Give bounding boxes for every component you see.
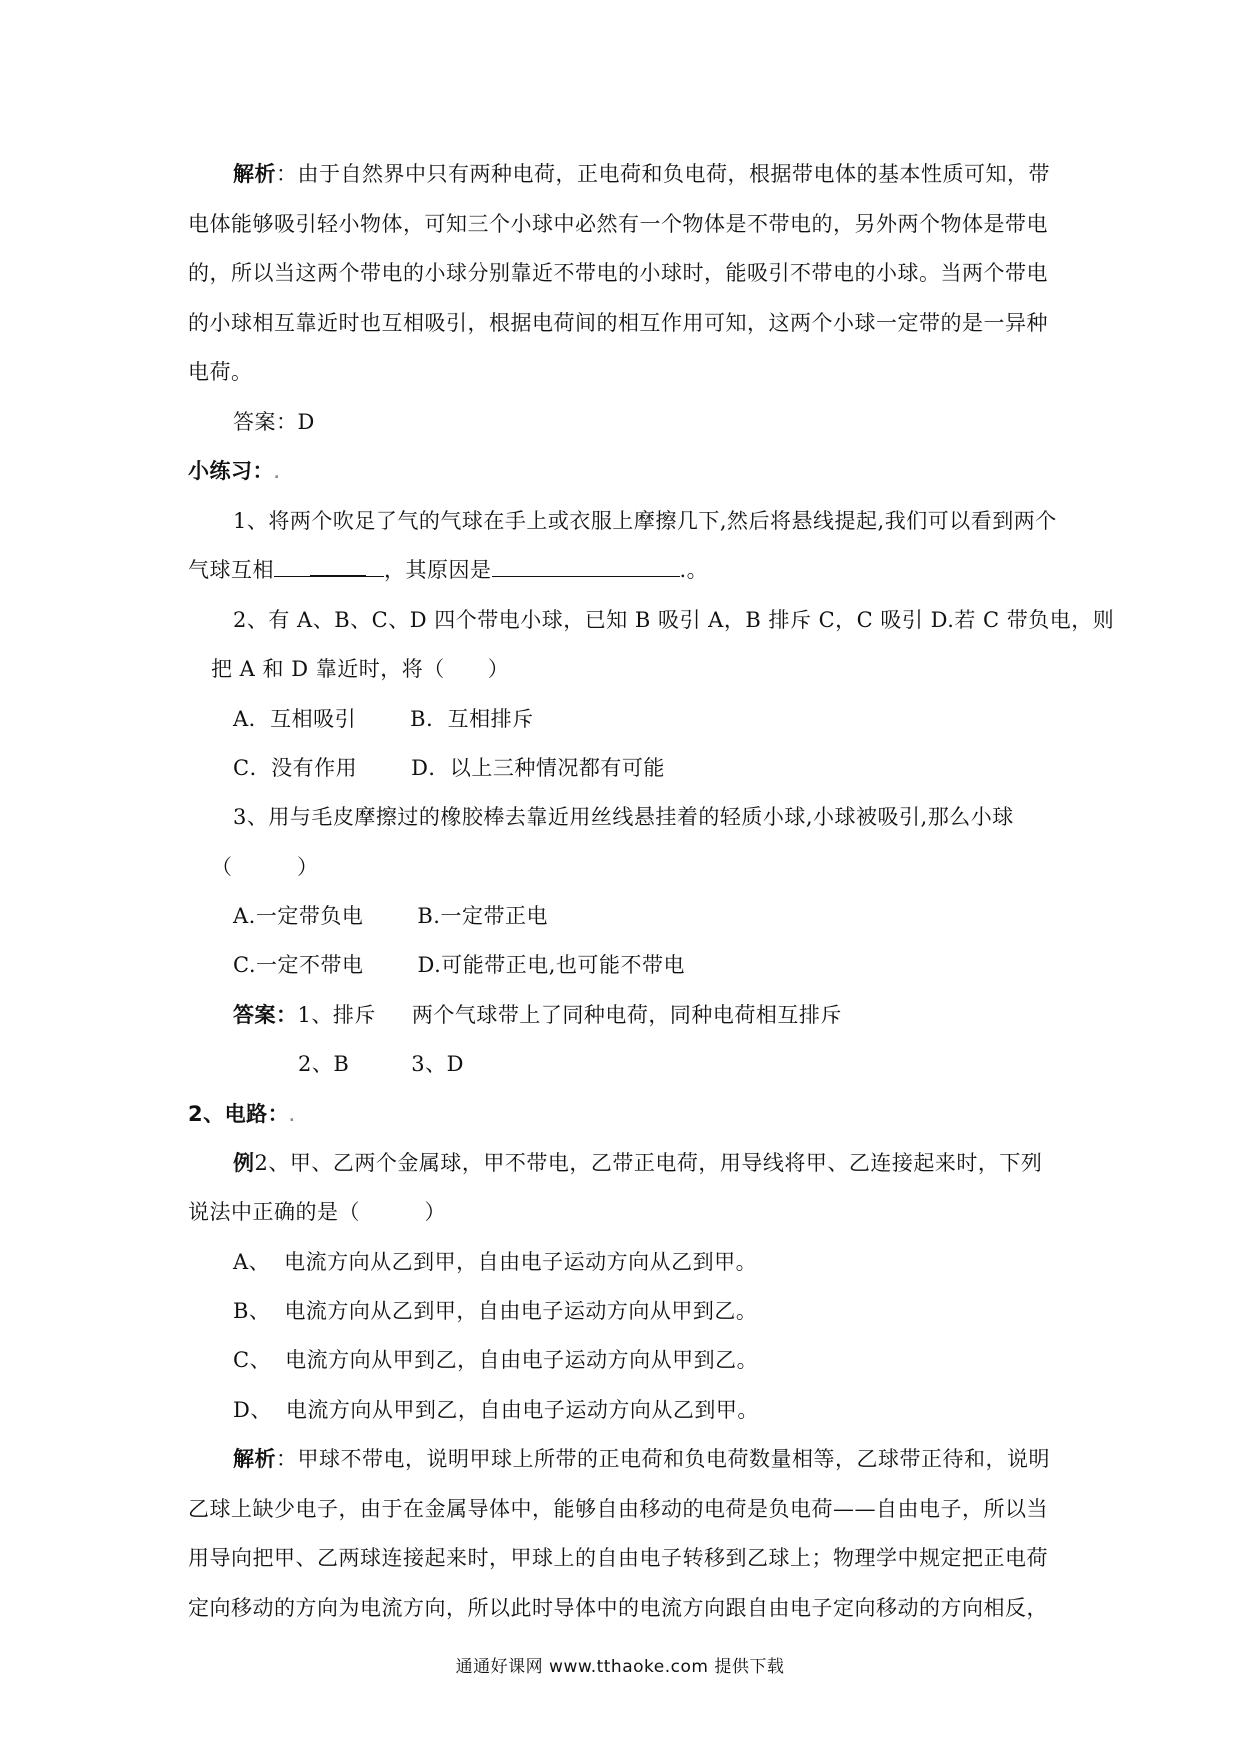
practice-q1-line-1: 1、将两个吹足了气的气球在手上或衣服上摩擦几下,然后将悬线提起,我们可以看到两个 [233, 509, 1057, 533]
example-option-b [233, 1297, 757, 1325]
practice-heading [188, 457, 280, 488]
example-option-c [233, 1346, 758, 1374]
practice-q1-line-2 [188, 556, 708, 584]
practice-q2-line-2: 把 A 和 D 靠近时，将（ ） [211, 657, 510, 681]
answer-line: 答案：D [233, 410, 315, 434]
circuit-analysis-label: 解析 [233, 1447, 276, 1471]
q1-suffix: .。 [679, 558, 709, 582]
analysis-paragraph-line-5: 电荷。 [188, 360, 253, 384]
q1-middle: ，其原因是 [384, 558, 492, 582]
practice-answer-1-reason: 两个气球带上了同种电荷，同种电荷相互排斥 [411, 1003, 842, 1027]
practice-q3-options-row-2 [233, 951, 685, 979]
circuit-heading [188, 1100, 295, 1131]
practice-answer-3: 3、D [411, 1052, 464, 1076]
q1-blank-1-end [366, 558, 384, 577]
circuit-analysis-line-2: 乙球上缺少电子，由于在金属导体中，能够自由移动的电荷是负电荷——自由电子，所以当 [188, 1497, 1048, 1521]
circuit-analysis-text: 甲球不带电，说明甲球上所带的正电荷和负电荷数量相等，乙球带正待和，说明 [297, 1447, 1050, 1471]
practice-q3-options-row-1 [233, 902, 548, 930]
circuit-analysis-line-3: 用导向把甲、乙两球连接起来时，甲球上的自由电子转移到乙球上；物理学中规定把正电荷 [188, 1546, 1048, 1570]
example-option-a-letter: A、 [233, 1250, 271, 1274]
practice-answer-line-2 [298, 1050, 464, 1078]
q1-prefix: 气球互相 [188, 558, 274, 582]
example-option-c-text: 电流方向从甲到乙，自由电子运动方向从甲到乙。 [285, 1348, 759, 1372]
practice-q3-line-1: 3、用与毛皮摩擦过的橡胶棒去靠近用丝线悬挂着的轻质小球,小球被吸引,那么小球 [233, 805, 1014, 829]
analysis-paragraph-line-2: 电体能够吸引轻小物体，可知三个小球中必然有一个物体是不带电的，另外两个物体是带电 [188, 212, 1048, 236]
circuit-heading-mark: . [289, 1109, 295, 1125]
example-label: 例 [233, 1151, 255, 1175]
analysis-colon: ： [276, 162, 298, 186]
practice-answer-2: 2、B [298, 1052, 350, 1076]
example-option-d-letter: D、 [233, 1398, 272, 1422]
example-option-c-letter: C、 [233, 1348, 272, 1372]
practice-q2-options-row-1 [233, 705, 534, 733]
q1-blank-1 [274, 558, 310, 577]
q3-option-d: D.可能带正电,也可能不带电 [417, 953, 685, 977]
practice-q2-options-row-2 [233, 754, 665, 782]
example-option-b-letter: B、 [233, 1299, 271, 1323]
practice-heading-text: 小练习： [188, 459, 274, 483]
q2-option-d: D．以上三种情况都有可能 [411, 756, 665, 780]
circuit-analysis-line-4: 定向移动的方向为电流方向，所以此时导体中的电流方向跟自由电子定向移动的方向相反， [188, 1596, 1048, 1620]
q3-option-c: C.一定不带电 [233, 953, 364, 977]
example-text: 2、甲、乙两个金属球，甲不带电，乙带正电荷，用导线将甲、乙连接起来时，下列 [254, 1151, 1043, 1175]
circuit-heading-text: 2、电路： [188, 1102, 290, 1126]
example-option-d [233, 1396, 759, 1424]
q1-blank-1-thick [310, 557, 366, 577]
analysis-label: 解析 [233, 162, 276, 186]
page-footer: 通通好课网 www.tthaoke.com 提供下载 [455, 1657, 785, 1677]
practice-answer-label: 答案： [233, 1003, 298, 1027]
example-line-2: 说法中正确的是（ ） [188, 1200, 446, 1224]
practice-q2-line-1: 2、有 A、B、C、D 四个带电小球，已知 B 吸引 A，B 排斥 C，C 吸引 D.若 C 带负电，则 [233, 608, 1115, 632]
analysis-paragraph-line-3: 的，所以当这两个带电的小球分别靠近不带电的小球时，能吸引不带电的小球。当两个带电 [188, 261, 1048, 285]
practice-heading-mark: . [274, 466, 280, 482]
example-option-b-text: 电流方向从乙到甲，自由电子运动方向从甲到乙。 [284, 1299, 758, 1323]
example-option-a [233, 1248, 757, 1276]
practice-answer-line-1 [233, 1001, 842, 1029]
analysis-paragraph-line-4: 的小球相互靠近时也互相吸引，根据电荷间的相互作用可知，这两个小球一定带的是一异种 [188, 311, 1048, 335]
analysis-paragraph-line-1 [233, 160, 1050, 188]
q2-option-a: A．互相吸引 [233, 707, 357, 731]
example-line-1 [233, 1149, 1042, 1177]
q2-option-b: B．互相排斥 [410, 707, 534, 731]
q1-blank-2 [492, 558, 680, 577]
analysis-text: 由于自然界中只有两种电荷，正电荷和负电荷，根据带电体的基本性质可知，带 [297, 162, 1050, 186]
example-option-a-text: 电流方向从乙到甲，自由电子运动方向从乙到甲。 [284, 1250, 758, 1274]
q3-option-a: A.一定带负电 [233, 904, 364, 928]
practice-answer-1: 1、排斥 [297, 1003, 376, 1027]
example-option-d-text: 电流方向从甲到乙，自由电子运动方向从乙到甲。 [285, 1398, 759, 1422]
q2-option-c: C．没有作用 [233, 756, 358, 780]
practice-q3-line-2: （ ） [211, 855, 319, 879]
circuit-analysis-colon: ： [276, 1447, 298, 1471]
q3-option-b: B.一定带正电 [417, 904, 548, 928]
circuit-analysis-line-1 [233, 1445, 1050, 1473]
